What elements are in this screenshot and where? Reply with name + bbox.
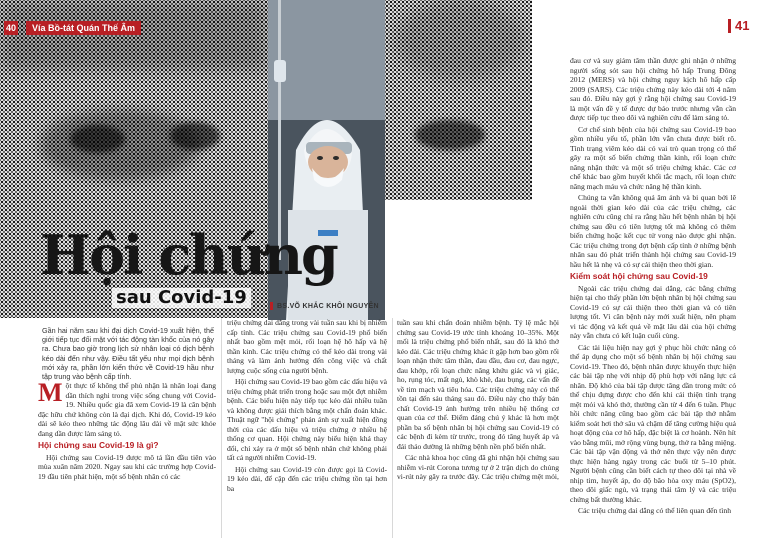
halftone-hairline	[0, 0, 268, 70]
column-2	[227, 318, 387, 540]
column-3	[397, 318, 559, 540]
column-4	[570, 56, 736, 542]
article-subtitle: sau Covid-19	[112, 288, 251, 308]
paragraph: Các triệu chứng dai dẳng có thể liên quan đến tình	[578, 506, 731, 515]
page-number-right	[728, 18, 749, 33]
page-number-right-text: 41	[735, 18, 750, 33]
paragraph: Hội chứng sau Covid-19 được mô tả lần đầu tiên vào mùa xuân năm 2020. Ngay sau khi các trường hợp Covid-19 đầu tiên phát hiện, một số bệnh nhân có các	[38, 452, 216, 481]
section-label: Vía Bồ-tát Quán Thế Âm	[26, 21, 141, 35]
drop-cap: M	[38, 381, 63, 407]
section-heading: Hội chứng sau Covid-19 là gì?	[38, 440, 159, 450]
byline-text: BS.VÕ KHẮC KHÔI NGUYÊN	[277, 302, 379, 310]
article-lead: Gần hai năm sau khi đại dịch Covid-19 xuất hiện, thế giới tiếp tục đối mặt với tác động tàn khốc của nó gây ra. Chưa bao giờ trong lịch sử nhân loại có dịch bệnh kéo dài đến như vậy. Điều tất yếu như mọi dịch bệnh mới xảy ra, phần lớn kiến thức về Covid-19 hầu như tập trung vào bệnh cấp tính.	[42, 326, 214, 382]
paragraph: Cơ chế sinh bệnh của hội chứng sau Covid-19 bao gồm nhiều yếu tố, phần lớn vẫn chưa được biết rõ. Tình trạng viêm kéo dài có vai trò quan trọng có thể gây ra một số biến chứng thần kinh, rối loạn chức năng nhận thức và một số triệu chứng khác. Các cơ chế khác bao gồm huyết khối tắc mạch, rối loạn chức năng mạch máu và chức năng hệ thần kinh.	[570, 124, 736, 191]
section-heading: Kiểm soát hội chứng sau Covid-19	[570, 271, 708, 281]
paragraph: Chúng ta vẫn không quá âm ảnh và bi quan bởi lẽ ngoài thời gian kéo dài của các triệu chứng, các nghiên cứu cũng chỉ ra rằng hầu hết bệnh nhân bị hội chứng sau đều có tiên lượng tốt mà không có thêm biến chứng hoặc kết cục tử vong nào được ghi nhận. Các triệu chứng trong đợt bệnh cấp tính ở những bệnh nhân sau đó phát triển thành hội chứng sau Covid-19 hầu hết là nhẹ và có sự cải thiện theo thời gian.	[570, 193, 736, 269]
paragraph: triệu chứng dai dẳng trong vài tuần sau khi bị nhiễm cấp tính. Các triệu chứng sau Covid-19 phổ biến nhất bao gồm mệt mỏi, rối loạn hệ hô hấp và hệ thần kinh. Các triệu chứng có thể kéo dài trong vài tháng và làm ảnh hưởng đến công việc và chất lượng cuộc sống của người bệnh.	[227, 318, 387, 375]
column-divider	[221, 318, 222, 538]
paragraph: Các nhà khoa học cũng đã ghi nhận hội chứng sau nhiễm vi-rút Corona tương tự ở 2 trận dịch do chủng vi-rút này gây ra trước đây. Các triệu chứng mệt mỏi,	[397, 453, 559, 481]
paragraph: Các tài liệu hiện nay gợi ý phục hồi chức năng có thể áp dụng cho một số bệnh nhân bị hội chứng sau Covid-19. Theo đó, bệnh nhân được khuyến thực hiện các bài tập nhẹ với nhịp độ phù hợp với năng lực cá nhân. Độ khó của bài tập được tăng dần trong mức có thể chịu đựng được cho đến khi cải thiện tình trạng mệt mỏi và khó thở, thường cần từ 4 đến 6 tuần. Phục hồi chức năng cũng bao gồm các bài tập thở nhằm kiểm soát hơi thở sâu và chậm để tăng cường hiệu quả hoạt động của cơ hô hấp, đặc biệt là cơ hoành. Nên hít vào bằng mũi, mở rộng vùng bụng, thở ra bằng miệng. Các bài tập vận động và thở nên thực vậy nên được thực hiện hàng ngày trong các buổi từ 5–10 phút. Người bệnh cũng cần biết cách tự theo dõi tại nhà về nhịp tim, huyết áp, đo độ bão hòa oxy máu (SpO2), theo dõi giấc ngủ, và trạng thái tâm lý và các triệu chứng bất thường khác.	[570, 342, 736, 504]
byline	[270, 302, 379, 310]
page-number-marker	[728, 19, 731, 33]
halftone-shadow	[395, 0, 525, 80]
column-1	[38, 381, 216, 541]
paragraph: Hội chứng sau Covid-19 bao gồm các dấu hiệu và triệu chứng phát triển trong hoặc sau một đợt nhiễm bệnh. Các biểu hiện này tiếp tục kéo dài nhiều tuần và không được giải thích bằng một chẩn đoán khác. Thuật ngữ "hội chứng" phản ánh sự xuất hiện đồng thời của các dấu hiệu và triệu chứng ở nhiều hệ thống cơ quan. Hội chứng này biểu hiện khá thay đổi, chỉ xảy ra ở một số bệnh nhân chứ không phải tất cả người nhiễm Covid-19.	[227, 377, 387, 462]
paragraph-text: ột thực tế không thể phủ nhận là nhân loại đang dần thích nghi trong việc sống chung với Covid-19. Nhiều quốc gia đã xem Covid-19 là căn bệnh đặc hữu chứ không còn là đại dịch. Khi đó, Covid-19 kéo dài sẽ kéo theo những tác động lâu dài về mặt sức khỏe đang dần được làm sáng tỏ.	[38, 381, 216, 438]
paragraph: tuần sau khi chẩn đoán nhiễm bệnh. Tỷ lệ mắc hội chứng sau Covid-19 ước tính khoảng 10–35%. Một mối là triệu chứng phổ biến nhất, sau đó là khó thở kéo dài. Các triệu chứng khác ít gặp hơn bao gồm rối loạn nhận thức tâm thần, đau đầu, đau cơ, đau ngực, đau khớp, rối loạn chức năng khứu giác và vị giác, ho, rụng tóc, mất ngủ, khò khè, đau bụng, các vấn đề về tim mạch và tiêu hóa. Các triệu chứng này có thể tồn tại đến sáu tháng sau đó. Điều này cho thấy bản chất Covid-19 ảnh hưởng trên nhiều hệ thống cơ quan của cơ thể. Điểm đáng chú ý khác là hơn một phần ba số bệnh nhân bị hội chứng sau Covid-19 có các bệnh đi kèm từ trước, trong đó tăng huyết áp và đái tháo đường là những bệnh nền phổ biến nhất.	[397, 318, 559, 451]
column-divider	[392, 318, 393, 538]
paragraph	[38, 381, 216, 438]
paragraph: đau cơ và suy giảm tâm thần được ghi nhận ở những người sống sót sau hội chứng hô hấp Trung Đông 2012 (MERS) và hội chứng nguy kịch hô hấp cấp 2009 (SARS). Các triệu chứng này kéo dài tới 4 năm sau đó. Điều này gợi ý rằng hội chứng sau Covid-19 là một vấn đề y tế được dự báo trước nhưng vẫn cần được tiếp tục theo dõi và nghiên cứu để làm sáng tỏ.	[570, 56, 736, 122]
article-title: Hội chứng	[40, 223, 337, 287]
halftone-eye	[170, 122, 220, 150]
page-number-left: 40	[5, 23, 16, 33]
byline-marker	[270, 302, 273, 310]
paragraph: Ngoài các triệu chứng dai dẳng, các bằng chứng hiện tại cho thấy phần lớn bệnh nhân bị hội chứng sau Covid-19 có sự cải thiện theo thời gian và có tiên lượng tốt. Vì căn bệnh này mới xuất hiện, nên phạm vi tác động và kết quả về mặt lâu dài của hội chứng này vẫn chưa có kết luận cuối cùng.	[570, 283, 736, 340]
halftone-eye	[415, 120, 485, 150]
halftone-portrait-right	[385, 0, 532, 200]
paragraph: Hội chứng sau Covid-19 còn được gọi là Covid-19 kéo dài, để cập đến các triệu chứng tồn tại hơn ba	[227, 464, 387, 493]
halftone-eye	[70, 125, 125, 153]
